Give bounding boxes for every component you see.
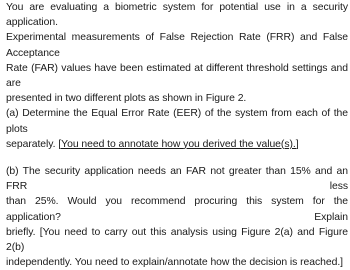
part-b-line: briefly. [You need to carry out this analysis using Figure 2(a) and Figure 2(b) — [6, 226, 348, 254]
part-a-prefix: separately. — [6, 138, 59, 150]
part-b-line: than 25%. Would you recommend procuring this system for the application? Explain — [6, 196, 348, 223]
intro-paragraph — [6, 0, 348, 106]
paragraph-gap — [6, 152, 348, 164]
question-document — [6, 0, 348, 270]
part-a-line: (a) Determine the Equal Error Rate (EER) of the system from each of the plots — [6, 108, 348, 135]
part-b-paragraph — [6, 164, 348, 270]
part-a-paragraph — [6, 106, 348, 152]
part-b-line: (b) The security application needs an FAR not greater than 15% and an FRR less — [6, 166, 348, 193]
part-b-line: independently. You need to explain/annotate how the decision is reached.] — [6, 257, 343, 269]
intro-line: Rate (FAR) values have been estimated at different threshold settings and are — [6, 62, 348, 90]
intro-line: presented in two different plots as shown in Figure 2. — [6, 93, 247, 105]
intro-line: You are evaluating a biometric system for potential use in a security application. — [6, 2, 348, 29]
part-a-instruction: [You need to annotate how you derived the value(s).] — [58, 138, 299, 150]
intro-line: Experimental measurements of False Rejection Rate (FRR) and False Acceptance — [6, 32, 348, 59]
part-a-line — [6, 137, 348, 152]
